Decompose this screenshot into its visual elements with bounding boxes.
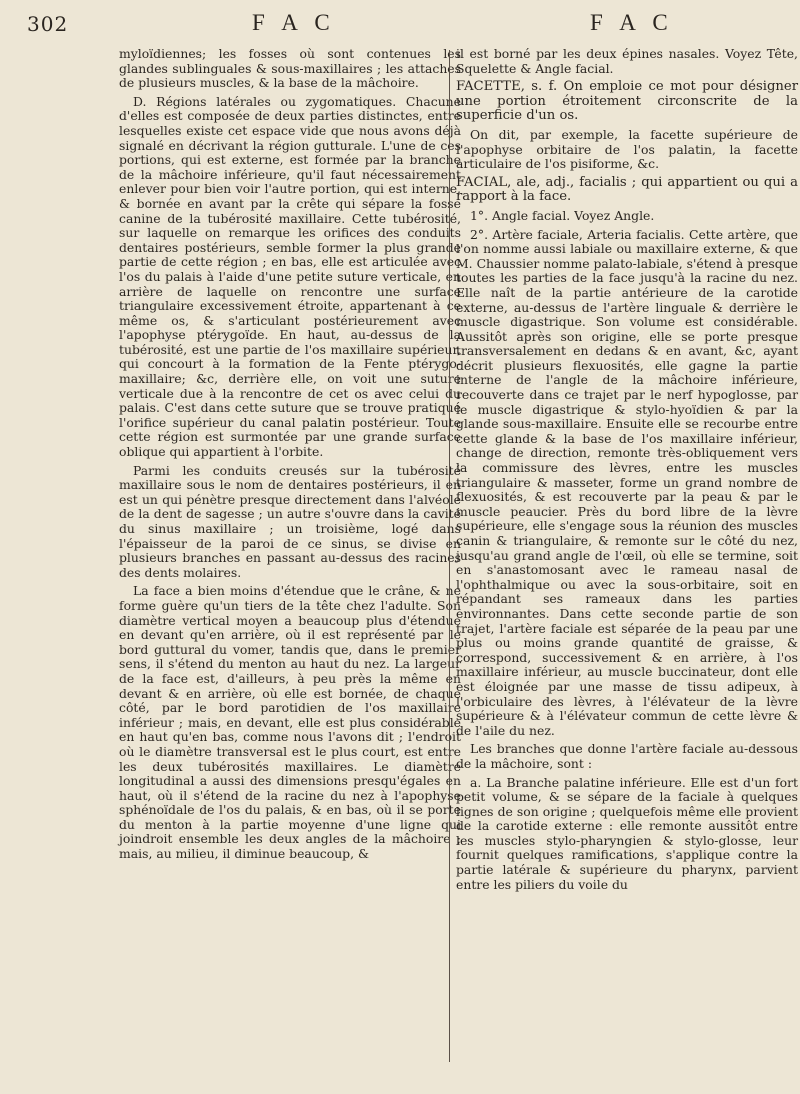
paragraph: 2°. Artère faciale, Arteria facialis. Cette artère, que l'on nomme aussi labiale ou maxillaire externe, & que M. Chaussier nomme palato-labiale, s'étend à presque toutes les parties de la face jusqu'à la racine du nez. Elle naît de la partie antérieure de la carotide externe, au-dessus de l'artère linguale & derrière le muscle digastrique. Son volume est considérable. Aussitôt après son origine, elle se porte presque transversalement en dedans & en avant, &c, ayant décrit plusieurs flexuosités, elle gagne la partie interne de l'angle de la mâchoire inférieure, recouverte dans ce trajet par le nerf hypoglosse, par le muscle digastrique & stylo-hyoïdien & par la glande sous-maxillaire. Ensuite elle se recourbe entre cette glande & la base de l'os maxillaire inférieur, change de direction, remonte très-obliquement vers la commissure des lèvres, entre les muscles triangulaire & masseter, forme un grand nombre de flexuosités, & est recouverte par la peau & par le muscle peaucier. Près du bord libre de la lèvre supérieure, elle s'engage sous la réunion des muscles canin & triangulaire, & remonte sur le côté du nez, jusqu'au grand angle de l'œil, où elle se termine, soit en s'anastomosant avec le rameau nasal de l'ophthalmique ou avec la sous-orbitaire, soit en répandant ses rameaux dans les parties environnantes. Dans cette seconde partie de son trajet, l'artère faciale est séparée de la peau par une plus ou moins grande quantité de graisse, & correspond, successivement & en arrière, à l'os maxillaire inférieur, au muscle buccinateur, dont elle est éloignée par une masse de tissu adipeux, à l'orbiculaire des lèvres, à l'élévateur de la lèvre supérieure & à l'élévateur commun de cette lèvre & de l'aile du nez.: [456, 226, 798, 738]
paragraph: La face a bien moins d'étendue que le crâne, & ne forme guère qu'un tiers de la tête chez l'adulte. Son diamètre vertical moyen a beaucoup plus d'étendue en devant qu'en arrière, où il est représenté par le bord guttural du vomer, tandis que, dans le premier sens, il s'étend du menton au haut du nez. La largeur de la face est, d'ailleurs, à peu près la même en devant & en arrière, où elle est bornée, de chaque côté, par le bord parotidien de l'os maxillaire inférieur ; mais, en devant, elle est plus considérable en haut qu'en bas, comme nous l'avons dit ; l'endroit où le diamètre transversal est le plus court, est entre les deux tubérosités maxillaires. Le diamètre longitudinal a aussi des dimensions presqu'égales en haut, où il s'étend de la racine du nez à l'apophyse sphénoïdale de l'os du palais, & en bas, où il se porte du menton à la partie moyenne d'une ligne qui joindroit ensemble les deux angles de la mâchoire ; mais, au milieu, il diminue beaucoup, &: [119, 583, 461, 862]
running-head-left: F A C: [252, 10, 336, 35]
left-column: [119, 47, 461, 866]
paragraph: Parmi les conduits creusés sur la tubérosité maxillaire sous le nom de dentaires postérieurs, il en est un qui pénètre presque directement dans l'alvéole de la dent de sagesse ; un autre s'ouvre dans la cavité du sinus maxillaire ; un troisième, logé dans l'épaisseur de la paroi de ce sinus, se divise en plusieurs branches en passant au-dessus des racines des dents molaires.: [119, 462, 461, 580]
paragraph: il est borné par les deux épines nasales. Voyez Tête, Squelette & Angle facial.: [456, 46, 798, 76]
running-head-right: F A C: [590, 10, 674, 35]
paragraph: Les branches que donne l'artère faciale au-dessous de la mâchoire, sont :: [456, 741, 798, 771]
paragraph: On dit, par exemple, la facette supérieure de l'apophyse orbitaire de l'os palatin, la facette articulaire de l'os pisiforme, &c.: [456, 126, 798, 172]
paragraph: a. La Branche palatine inférieure. Elle est d'un fort petit volume, & se sépare de la faciale à quelques lignes de son origine ; quelquefois même elle provient de la carotide externe : elle remonte aussitôt entre les muscles stylo-pharyngien & stylo-glosse, leur fournit quelques ramifications, s'applique contre la partie latérale & supérieure du pharynx, parvient entre les piliers du voile du: [456, 774, 798, 892]
entry-facette: FACETTE, s. f. On emploie ce mot pour désigner une portion étroitement circonscrite de la superficie d'un os.: [456, 79, 798, 124]
right-column: [456, 47, 798, 896]
paragraph: myloïdiennes; les fosses où sont contenues les glandes sublinguales & sous-maxillaires ; les attaches de plusieurs muscles, & la base de la mâchoire.: [119, 46, 461, 91]
paragraph: D. Régions latérales ou zygomatiques. Chacune d'elles est composée de deux parties distinctes, entre lesquelles existe cet espace vide que nous avons déjà signalé en décrivant la région gutturale. L'une de ces portions, qui est externe, est formée par la branche de la mâchoire inférieure, qu'il faut nécessairement enlever pour bien voir l'autre portion, qui est interne, & bornée en avant par la crête qui sépare la fosse canine de la tubérosité maxillaire. Cette tubérosité, sur laquelle on remarque les orifices des conduits dentaires postérieurs, semble former la plus grande partie de cette région ; en bas, elle est articulée avec l'os du palais à l'aide d'une petite suture verticale, en arrière de laquelle on rencontre une surface triangulaire excessivement étroite, appartenant à ce même os, & s'articulant postérieurement avec l'apophyse ptérygoïde. En haut, au-dessus de la tubérosité, est une partie de l'os maxillaire supérieur, qui concourt à la formation de la Fente ptérygo-maxillaire; &c, derrière elle, on voit une suture verticale due à la rencontre de cet os avec celui du palais. C'est dans cette suture que se trouve pratiqué l'orifice supérieur du canal palatin postérieur. Toute cette région est surmontée par une grande surface oblique qui appartient à l'orbite.: [119, 93, 461, 460]
paragraph: 1°. Angle facial. Voyez Angle.: [470, 207, 655, 223]
page-number: 302: [27, 12, 69, 36]
entry-facial: FACIAL, ale, adj., facialis ; qui appartient ou qui a rapport à la face.: [456, 174, 798, 205]
column-divider: [449, 50, 450, 1062]
